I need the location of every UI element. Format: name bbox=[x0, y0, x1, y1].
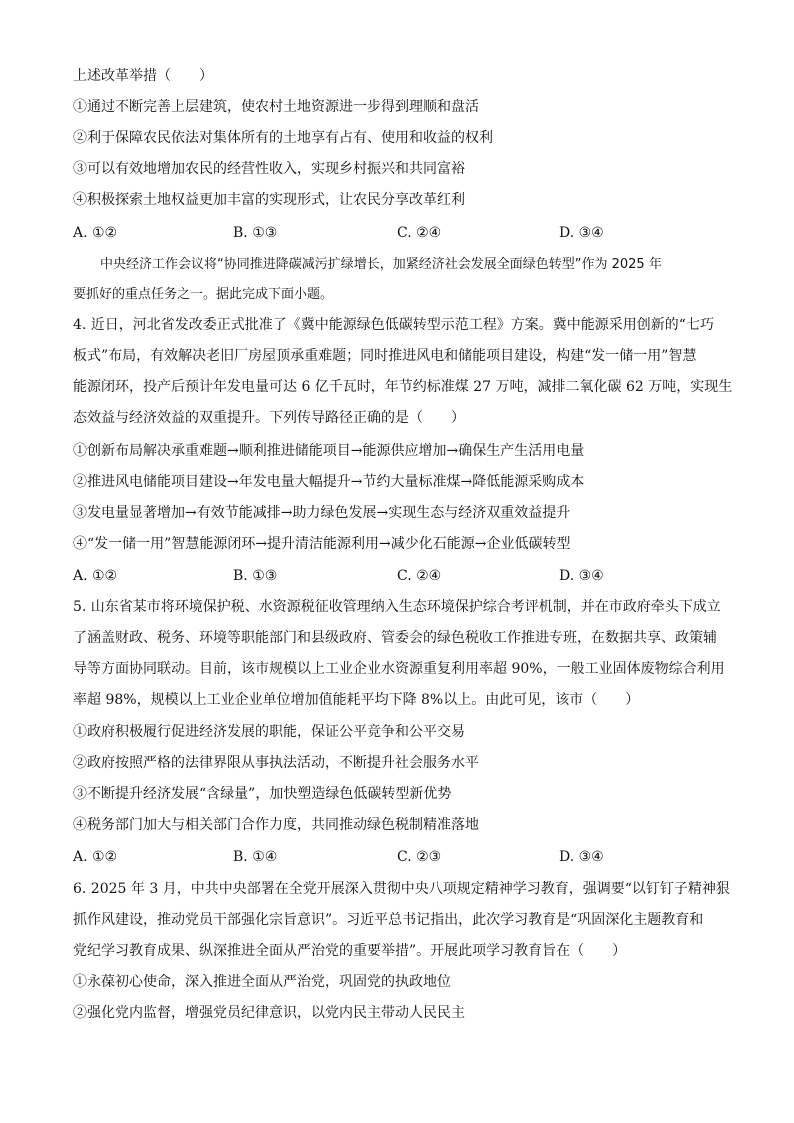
q5-option-a: A. ①② bbox=[73, 849, 118, 865]
q3-option-c: C. ②④ bbox=[397, 225, 442, 241]
q4-item-1: ①创新布局解决承重难题→顺利推进储能项目→能源供应增加→确保生产生活用电量 bbox=[73, 443, 585, 459]
q6-item-2: ②强化党内监督，增强党员纪律意识，以党内民主带动人民民主 bbox=[73, 1005, 465, 1021]
q3-option-a: A. ①② bbox=[73, 225, 118, 241]
q6-item-1: ①永葆初心使命，深入推进全面从严治党，巩固党的执政地位 bbox=[73, 974, 451, 990]
q3-option-b: B. ①③ bbox=[233, 225, 278, 241]
q3-item-4: ④积极探索土地权益更加丰富的实现形式，让农民分享改革红利 bbox=[73, 192, 465, 208]
q6-stem-line-1: 6. 2025 年 3 月，中共中央部署在全党开展深入贯彻中央八项规定精神学习教育，强调要“以钉钉子精神狠 bbox=[73, 881, 730, 897]
q5-item-2: ②政府按照严格的法律界限从事执法活动，不断提升社会服务水平 bbox=[73, 755, 479, 771]
q5-item-1: ①政府积极履行促进经济发展的职能，保证公平竞争和公平交易 bbox=[73, 724, 465, 740]
q5-stem-line-4: 率超 98%，规模以上工业企业单位增加值能耗平均下降 8%以上。由此可见，该市（ ） bbox=[73, 692, 640, 708]
q5-stem-line-2: 了涵盖财政、税务、环境等职能部门和县级政府、管委会的绿色税收工作推进专班，在数据共享、政策辅 bbox=[73, 630, 717, 646]
q3-item-2: ②利于保障农民依法对集体所有的土地享有占有、使用和收益的权利 bbox=[73, 130, 493, 146]
q5-item-3: ③不断提升经济发展“含绿量”，加快塑造绿色低碳转型新优势 bbox=[73, 786, 452, 802]
q6-stem-line-3: 党纪学习教育成果、纵深推进全面从严治党的重要举措”。开展此项学习教育旨在（ ） bbox=[73, 943, 627, 959]
q4-stem-line-3: 能源闭环，投产后预计年发电量可达 6 亿千瓦时，年节约标准煤 27 万吨，减排二氧化碳 62 万吨，实现生 bbox=[73, 379, 733, 395]
q4-stem-line-4: 态效益与经济效益的双重提升。下列传导路径正确的是（ ） bbox=[73, 410, 465, 426]
q4-option-a: A. ①② bbox=[73, 568, 118, 584]
q4-option-c: C. ②④ bbox=[397, 568, 442, 584]
q4-item-2: ②推进风电储能项目建设→年发电量大幅提升→节约大量标准煤→降低能源采购成本 bbox=[73, 474, 585, 490]
q5-option-d: D. ③④ bbox=[559, 849, 604, 865]
q5-stem-line-3: 导等方面协同联动。目前，该市规模以上工业企业水资源重复利用率超 90%，一般工业固体废物综合利用 bbox=[73, 661, 725, 677]
q3-stem-tail: 上述改革举措（ ） bbox=[73, 68, 213, 84]
q4-stem-line-1: 4. 近日，河北省发改委正式批准了《冀中能源绿色低碳转型示范工程》方案。冀中能源采用创新的“七巧 bbox=[73, 317, 714, 333]
intro-line-1: 中央经济工作会议将“协同推进降碳减污扩绿增长，加紧经济社会发展全面绿色转型”作为 2025 年 bbox=[100, 257, 662, 272]
q6-stem-line-2: 抓作风建设，推动党员干部强化宗旨意识”。习近平总书记指出，此次学习教育是“巩固深化主题教育和 bbox=[73, 912, 704, 928]
q5-item-4: ④税务部门加大与相关部门合作力度，共同推动绿色税制精准落地 bbox=[73, 817, 479, 833]
q4-option-b: B. ①③ bbox=[233, 568, 278, 584]
q5-option-c: C. ②③ bbox=[397, 849, 442, 865]
q3-item-1: ①通过不断完善上层建筑，使农村土地资源进一步得到理顺和盘活 bbox=[73, 99, 479, 115]
q4-item-4: ④“发一储一用”智慧能源闭环→提升清洁能源利用→减少化石能源→企业低碳转型 bbox=[73, 536, 571, 552]
q4-option-d: D. ③④ bbox=[559, 568, 604, 584]
intro-line-2: 要抓好的重点任务之一。据此完成下面小题。 bbox=[73, 287, 334, 302]
q4-stem-line-2: 板式”布局，有效解决老旧厂房屋顶承重难题；同时推进风电和储能项目建设，构建“发一储一用”智慧 bbox=[73, 348, 697, 364]
q5-option-b: B. ①④ bbox=[233, 849, 278, 865]
q3-option-d: D. ③④ bbox=[559, 225, 604, 241]
q4-item-3: ③发电量显著增加→有效节能减排→助力绿色发展→实现生态与经济双重效益提升 bbox=[73, 505, 571, 521]
q5-stem-line-1: 5. 山东省某市将环境保护税、水资源税征收管理纳入生态环境保护综合考评机制，并在市政府牵头下成立 bbox=[73, 599, 721, 615]
q3-item-3: ③可以有效地增加农民的经营性收入，实现乡村振兴和共同富裕 bbox=[73, 161, 465, 177]
